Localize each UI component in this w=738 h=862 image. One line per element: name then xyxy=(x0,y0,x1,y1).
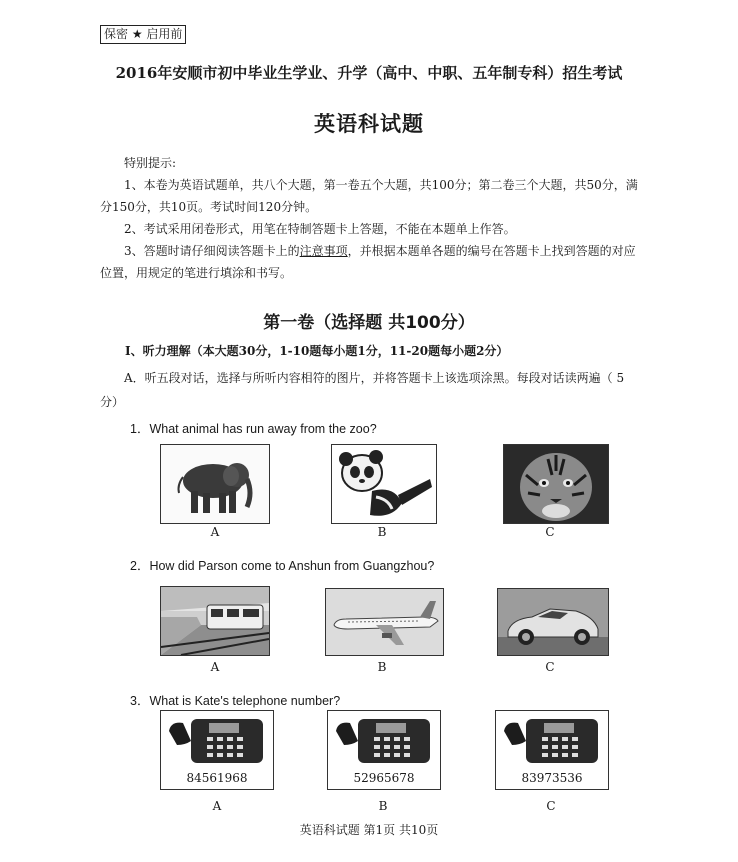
telephone-photo-c xyxy=(495,710,609,790)
instruction-item-2: 2、考试采用闭卷形式，用笔在特制答题卡上答题，不能在本题单上作答。 xyxy=(124,222,516,236)
elephant-photo xyxy=(160,444,270,524)
section-heading: Ⅰ、听力理解（本大题30分，1-10题每小题1分，11-20题每小题2分） xyxy=(125,344,509,358)
option-label-3c: C xyxy=(546,799,556,813)
instruction-item-3-underlined: 注意事项 xyxy=(299,244,348,258)
instruction-item-3-before: 3、答题时请仔细阅读答题卡上的 xyxy=(124,244,300,258)
train-photo xyxy=(160,586,270,656)
tiger-photo xyxy=(503,444,609,524)
question-2-text: 2．How did Parson come to Anshun from Guangzhou? xyxy=(130,559,435,573)
volume-title: 第一卷（选择题 共100分） xyxy=(263,313,475,333)
exam-title: 2016年安顺市初中毕业生学业、升学（高中、中职、五年制专科）招生考试 xyxy=(115,64,623,82)
subject-title: 英语科试题 xyxy=(314,112,424,136)
confidential-mark: 保密 ★ 启用前 xyxy=(100,25,186,44)
phone-number-a: 84561968 xyxy=(186,771,248,785)
option-label-1c: C xyxy=(545,525,555,539)
instruction-item-3-after: ，并根据本题单各题的编号在答题卡上找到答题的对应位置，用规定的笔进行填涂和书写。 xyxy=(100,244,636,280)
option-label-2b: B xyxy=(377,660,387,674)
question-3-text: 3．What is Kate's telephone number? xyxy=(130,694,341,708)
option-label-3b: B xyxy=(378,799,388,813)
option-label-3a: A xyxy=(212,799,222,813)
telephone-photo-a xyxy=(160,710,274,790)
question-1-text: 1．What animal has run away from the zoo? xyxy=(130,422,377,436)
phone-number-b: 52965678 xyxy=(353,771,415,785)
option-label-2a: A xyxy=(210,660,220,674)
airplane-photo xyxy=(325,588,444,656)
phone-number-c: 83973536 xyxy=(521,771,583,785)
part-a-instructions: A．听五段对话，选择与所听内容相符的图片，并将答题卡上该选项涂黑。每段对话读两遍（ 5 分） xyxy=(100,371,625,409)
instructions-title: 特别提示: xyxy=(124,156,177,170)
telephone-photo-b xyxy=(327,710,441,790)
instructions xyxy=(100,152,645,284)
option-label-1b: B xyxy=(377,525,387,539)
option-label-2c: C xyxy=(545,660,555,674)
instruction-item-3 xyxy=(100,240,645,284)
car-photo xyxy=(497,588,609,656)
instruction-item-1: 1、本卷为英语试题单，共八个大题，第一卷五个大题，共100分；第二卷三个大题，共50分，满分150分，共10页。考试时间120分钟。 xyxy=(100,178,638,214)
panda-cartoon xyxy=(331,444,437,524)
option-label-1a: A xyxy=(210,525,220,539)
page-footer: 英语科试题 第1页 共10页 xyxy=(299,823,439,837)
